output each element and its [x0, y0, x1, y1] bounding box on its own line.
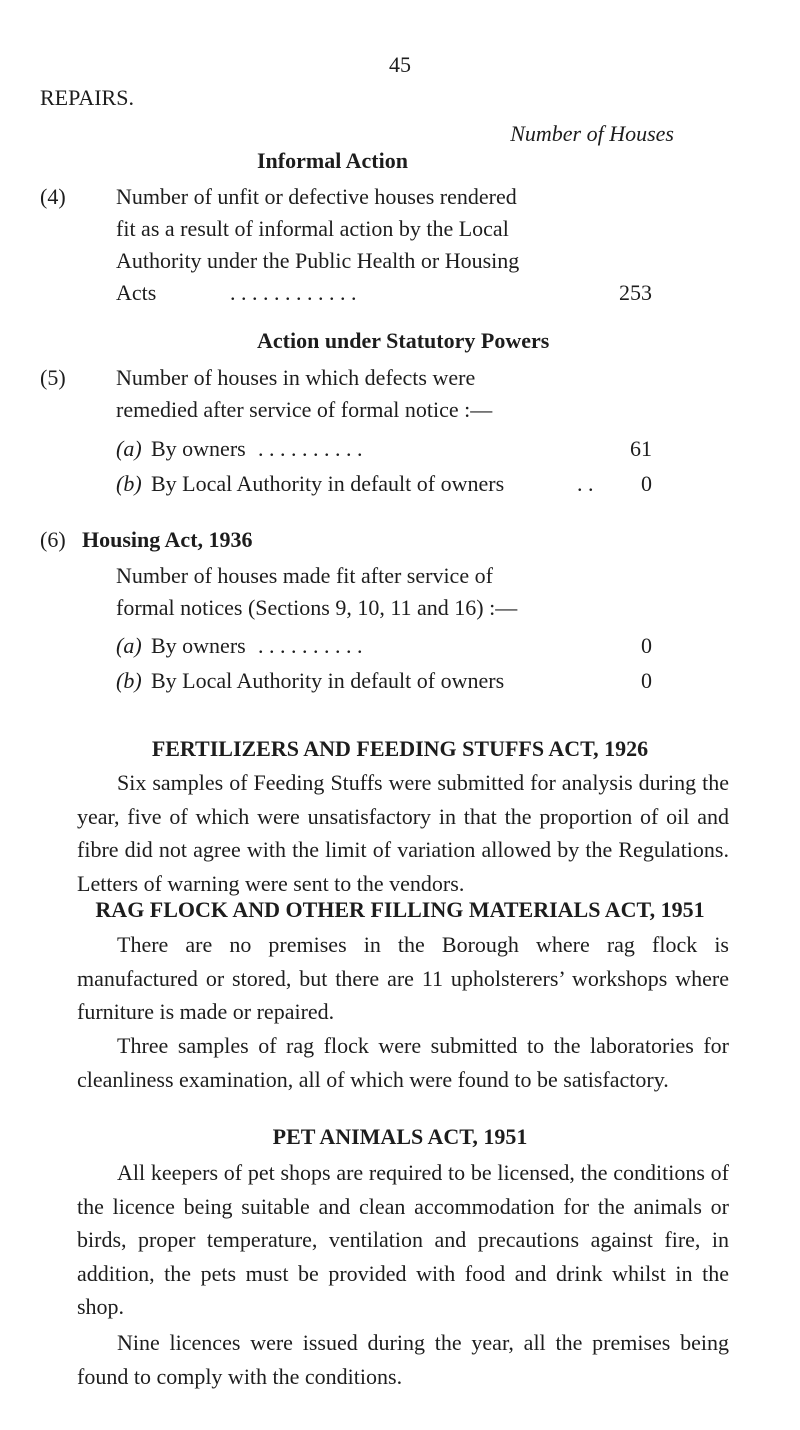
statutory-line-1: Number of houses in which defects were — [116, 365, 476, 390]
rag-flock-paragraph-2: Three samples of rag flock were submitted to the laboratories for cleanliness examination, all of which were found to be satisfactory. — [77, 1033, 729, 1092]
housing-act-sub-a-text: By owners — [151, 633, 246, 658]
item-label-6: (6) — [40, 527, 66, 552]
statutory-sub-a-text: By owners — [151, 436, 246, 461]
housing-act-line-2: formal notices (Sections 9, 10, 11 and 16) :— — [116, 595, 518, 620]
informal-action-heading: Informal Action — [257, 148, 408, 173]
item-label-4: (4) — [40, 184, 66, 209]
statutory-sub-a-leader: . . . . . . . . . . — [258, 436, 363, 461]
housing-act-sub-b-value: 0 — [641, 668, 652, 693]
page-number: 45 — [389, 52, 411, 77]
pet-animals-paragraph-2: Nine licences were issued during the year, all the premises being found to comply with the conditions. — [77, 1330, 729, 1389]
repairs-heading: REPAIRS. — [40, 85, 134, 110]
pet-animals-paragraph-1: All keepers of pet shops are required to be licensed, the conditions of the licence being suitable and clean accommodation for the animals or birds, proper temperature, ventilation and precautions against fire, in addition, the pets must be provided with food and drink whilst in the shop. — [77, 1160, 729, 1319]
housing-act-sub-b-text: By Local Authority in default of owners — [151, 668, 505, 693]
item-label-5: (5) — [40, 365, 66, 390]
column-header: Number of Houses — [510, 121, 674, 146]
statutory-sub-b-text: By Local Authority in default of owners — [151, 471, 505, 496]
statutory-heading: Action under Statutory Powers — [257, 328, 550, 353]
housing-act-sub-a-leader: . . . . . . . . . . — [258, 633, 363, 658]
statutory-sub-b-value: 0 — [641, 471, 652, 496]
housing-act-sub-a-value: 0 — [641, 633, 652, 658]
statutory-sub-a-value: 61 — [630, 436, 652, 461]
informal-line-1: Number of unfit or defective houses rendered — [116, 184, 517, 209]
rag-flock-heading: RAG FLOCK AND OTHER FILLING MATERIALS ACT, 1951 — [95, 897, 705, 922]
housing-act-sub-a-label: (a) — [116, 633, 142, 658]
informal-line-4: Acts — [116, 280, 157, 305]
housing-act-heading: Housing Act, 1936 — [82, 527, 253, 552]
statutory-sub-a-label: (a) — [116, 436, 142, 461]
statutory-sub-b-leader: . . — [577, 471, 594, 496]
housing-act-sub-b-label: (b) — [116, 668, 142, 693]
statutory-sub-b-label: (b) — [116, 471, 142, 496]
informal-value: 253 — [619, 280, 652, 305]
rag-flock-paragraph-1: There are no premises in the Borough where rag flock is manufactured or stored, but there are 11 upholsterers’ workshops where furniture is made or repaired. — [77, 932, 729, 1024]
housing-act-line-1: Number of houses made fit after service of — [116, 563, 493, 588]
informal-line-2: fit as a result of informal action by the Local — [116, 216, 509, 241]
informal-line-3: Authority under the Public Health or Housing — [116, 248, 520, 273]
statutory-line-2: remedied after service of formal notice :— — [116, 397, 493, 422]
fertilizers-paragraph: Six samples of Feeding Stuffs were submitted for analysis during the year, five of which were unsatisfactory in that the proportion of oil and fibre did not agree with the limit of variation allowed by the Regulations. Letters of warning were sent to the vendors. — [77, 770, 729, 896]
pet-animals-heading: PET ANIMALS ACT, 1951 — [272, 1124, 528, 1149]
fertilizers-heading: FERTILIZERS AND FEEDING STUFFS ACT, 1926 — [151, 736, 649, 761]
informal-leader-dots: . . . . . . . . . . . . — [230, 280, 357, 305]
